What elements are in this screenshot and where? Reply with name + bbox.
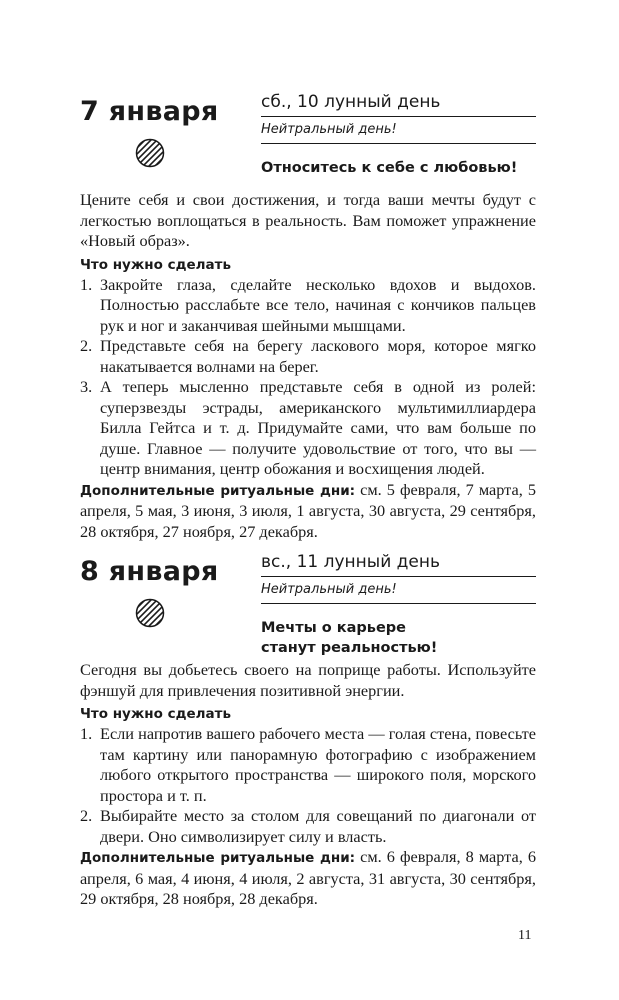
list-number: 1. [80,724,93,743]
weekday-lunar-day: вс., 11 лунный день [261,548,536,577]
list-text: Выбирайте место за столом для совещаний по диагонали от двери. Оно символизирует силу и власть. [100,806,536,846]
todo-title: Что нужно сделать [80,706,231,722]
list-item [80,275,536,337]
day-type: Нейтральный день! [261,117,536,144]
extra-days-label: Дополнительные ритуальные дни: [80,482,356,499]
list-text: Закройте глаза, сделайте несколько вдохов и выдохов. Полностью расслабьте все тело, начиная с кончиков пальцев рук и ног и заканчивая шейными мышцами. [100,274,536,335]
extra-ritual-days [80,847,536,910]
entry-date: 8 января [80,556,219,587]
list-item [80,806,536,847]
list-item [80,724,536,806]
entry-body [80,660,536,910]
page-number: 11 [518,928,532,943]
entry-headline: Относитесь к себе с любовью! [261,160,518,176]
todo-list [80,724,536,847]
list-number: 2. [80,336,93,355]
list-text: А теперь мысленно представьте себя в одной из ролей: суперзвезды эстрады, американского мультимиллиардера Билла Гейтса и т. д. Придумайте сами, что вам больше по душе. Главное — получите удовольствие от того, что вы — центр внимания, центр обожания и восхищения людей. [100,377,536,478]
entry-date: 7 января [80,96,219,127]
list-text: Представьте себя на берегу ласкового моря, которое мягко накатывается волнами на берег. [100,336,536,376]
list-item [80,377,536,480]
entry-headline [261,618,536,658]
list-number: 2. [80,806,93,825]
list-text: Если напротив вашего рабочего места — голая стена, повесьте там картину или панорамную фотографию с изображением любого открытого пространства — широкого поля, морского простора и т. п. [100,724,536,805]
entry-header [261,88,536,178]
list-number: 3. [80,377,93,396]
entry-header [261,548,536,658]
todo-title: Что нужно сделать [80,256,231,273]
extra-days-text: см. 5 февраля, 7 марта, 5 апреля, 5 мая, 3 июня, 3 июля, 1 августа, 30 августа, 29 сентября, 28 октября, 27 ноября, 27 декабря. [80,479,536,541]
hatched-moon-icon [135,598,165,628]
intro-paragraph: Сегодня вы добьетесь своего на поприще работы. Используйте фэншуй для привлечения позитивной энергии. [80,660,536,700]
weekday-lunar-day: сб., 10 лунный день [261,88,536,117]
headline-line: станут реальностью! [261,640,438,656]
intro-paragraph: Цените себя и свои достижения, и тогда ваши мечты будут с легкостью воплощаться в реальность. Вам поможет упражнение «Новый образ». [80,190,536,250]
list-item [80,336,536,377]
headline-line: Мечты о карьере [261,620,407,636]
todo-list [80,275,536,480]
extra-ritual-days [80,480,536,543]
day-type: Нейтральный день! [261,577,536,604]
hatched-moon-icon [135,138,165,168]
list-number: 1. [80,274,93,294]
extra-days-text: см. 6 февраля, 8 марта, 6 апреля, 6 мая, 4 июня, 4 июля, 2 августа, 31 августа, 30 сентября, 29 октября, 28 ноября, 28 декабря. [80,847,536,908]
entry-body [80,190,536,542]
extra-days-label: Дополнительные ритуальные дни: [80,850,356,866]
